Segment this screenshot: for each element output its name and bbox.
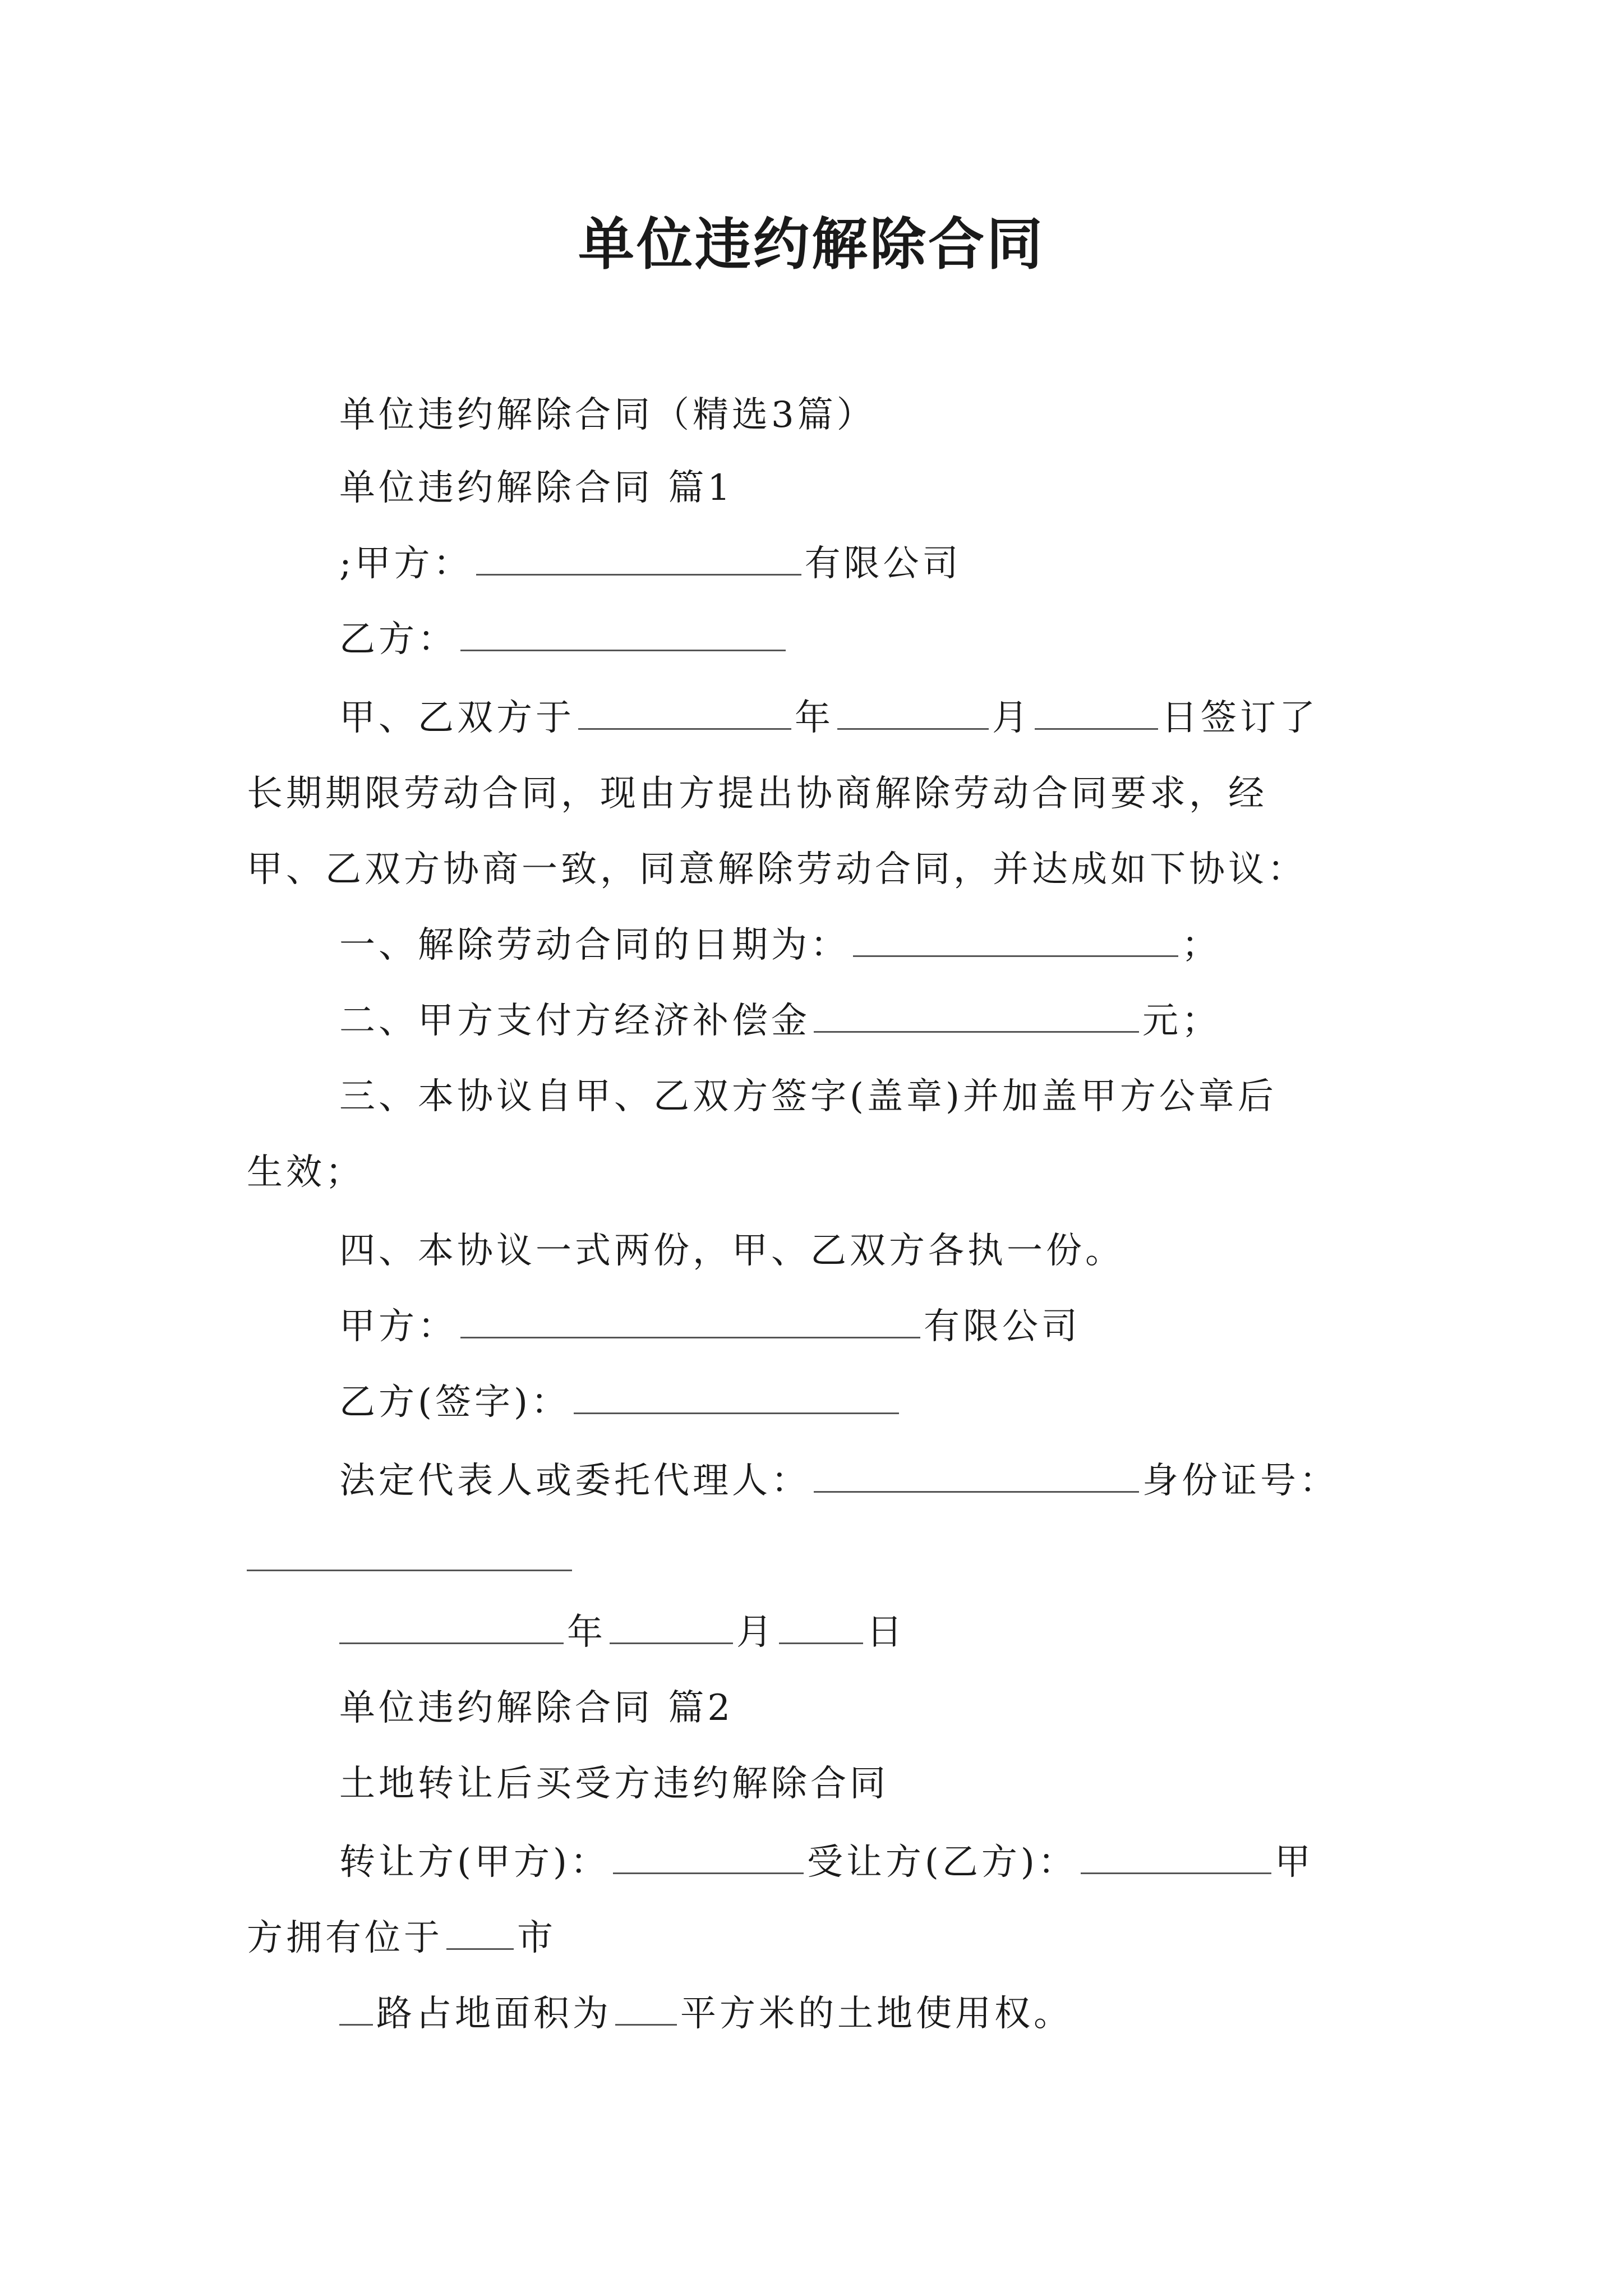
year-label: 年: [795, 697, 834, 739]
area-blank[interactable]: [615, 2023, 677, 2026]
transferee-blank[interactable]: [1081, 1872, 1271, 1874]
part1-heading: 单位违约解除合同 篇1: [339, 467, 734, 509]
sign-b-blank[interactable]: [574, 1412, 899, 1414]
intro-text-a: 甲、乙双方于: [339, 697, 575, 739]
legal-rep-line: [339, 1453, 1339, 1509]
party-a-line: [339, 536, 962, 592]
item-3-line-1: 三、本协议自甲、乙双方签字(盖章)并加盖甲方公章后: [339, 1076, 1277, 1117]
sign-a-label: 甲方：: [339, 1306, 457, 1347]
party-b-line: [339, 611, 789, 668]
transfer-parties-line: [339, 1834, 1314, 1890]
transferor-label: 转让方(甲方)：: [339, 1842, 610, 1883]
month-label: 月: [992, 697, 1031, 739]
item-1-blank[interactable]: [853, 955, 1178, 957]
id-no-label: 身份证号：: [1142, 1460, 1339, 1502]
area-tail-text: 平方米的土地使用权。: [680, 1993, 1073, 2035]
date-line: [339, 1604, 906, 1660]
city-blank[interactable]: [446, 1948, 514, 1950]
transferee-end: 甲: [1274, 1842, 1314, 1883]
sign-a-blank[interactable]: [460, 1336, 920, 1338]
part2-subheading: 土地转让后买受方违约解除合同: [339, 1763, 889, 1805]
item-3-line-2: 生效；: [247, 1152, 365, 1193]
date-day-label: 日: [866, 1612, 906, 1653]
legal-rep-label: 法定代表人或委托代理人：: [339, 1460, 810, 1502]
intro-line-3: 甲、乙双方协商一致，同意解除劳动合同，并达成如下协议：: [247, 849, 1307, 890]
date-month-blank[interactable]: [610, 1642, 733, 1644]
document-subtitle: 单位违约解除合同（精选3篇）: [339, 394, 876, 436]
id-no-blank-line: [247, 1531, 575, 1588]
company-suffix: 有限公司: [804, 543, 962, 585]
item-1-end: ；: [1182, 924, 1221, 966]
intro-text-b: 日签订了: [1161, 697, 1318, 739]
part2-heading: 单位违约解除合同 篇2: [339, 1687, 734, 1729]
intro-line-2: 长期期限劳动合同，现由方提出协商解除劳动合同要求，经: [247, 773, 1267, 815]
intro-line-1: [339, 690, 1318, 746]
item-1-text: 一、解除劳动合同的日期为：: [339, 924, 850, 966]
ownership-line: [247, 1910, 556, 1966]
item-1: [339, 917, 1221, 973]
road-blank[interactable]: [339, 2023, 373, 2026]
sign-a-suffix: 有限公司: [924, 1306, 1081, 1347]
city-label: 市: [517, 1917, 556, 1959]
day-blank[interactable]: [1035, 728, 1158, 730]
party-a-blank[interactable]: [476, 573, 801, 576]
date-day-blank[interactable]: [779, 1642, 863, 1644]
id-no-blank[interactable]: [247, 1569, 572, 1571]
document-title: 单位违约解除合同: [578, 211, 1045, 277]
item-2-text: 二、甲方支付方经济补偿金: [339, 1000, 810, 1042]
date-month-label: 月: [736, 1612, 776, 1653]
sign-a-line: [339, 1299, 1081, 1355]
item-2-blank[interactable]: [814, 1030, 1139, 1033]
party-a-label: ;甲方：: [339, 543, 473, 585]
ownership-text: 方拥有位于: [247, 1917, 443, 1959]
item-2: [339, 993, 1221, 1049]
sign-b-line: [339, 1374, 902, 1430]
month-blank[interactable]: [837, 728, 989, 730]
date-year-label: 年: [567, 1612, 606, 1653]
area-line: [339, 1986, 1073, 2042]
party-b-label: 乙方：: [339, 619, 457, 660]
party-b-blank[interactable]: [460, 649, 786, 651]
item-4: 四、本协议一式两份，甲、乙双方各执一份。: [339, 1230, 1124, 1272]
transferee-label: 受让方(乙方)：: [806, 1842, 1077, 1883]
date-year-blank[interactable]: [339, 1642, 564, 1644]
transferor-blank[interactable]: [613, 1872, 804, 1874]
sign-b-label: 乙方(签字)：: [339, 1382, 570, 1423]
item-2-end: 元；: [1142, 1000, 1221, 1042]
year-blank[interactable]: [578, 728, 791, 730]
legal-rep-blank[interactable]: [814, 1490, 1139, 1493]
road-text: 路占地面积为: [376, 1993, 612, 2035]
